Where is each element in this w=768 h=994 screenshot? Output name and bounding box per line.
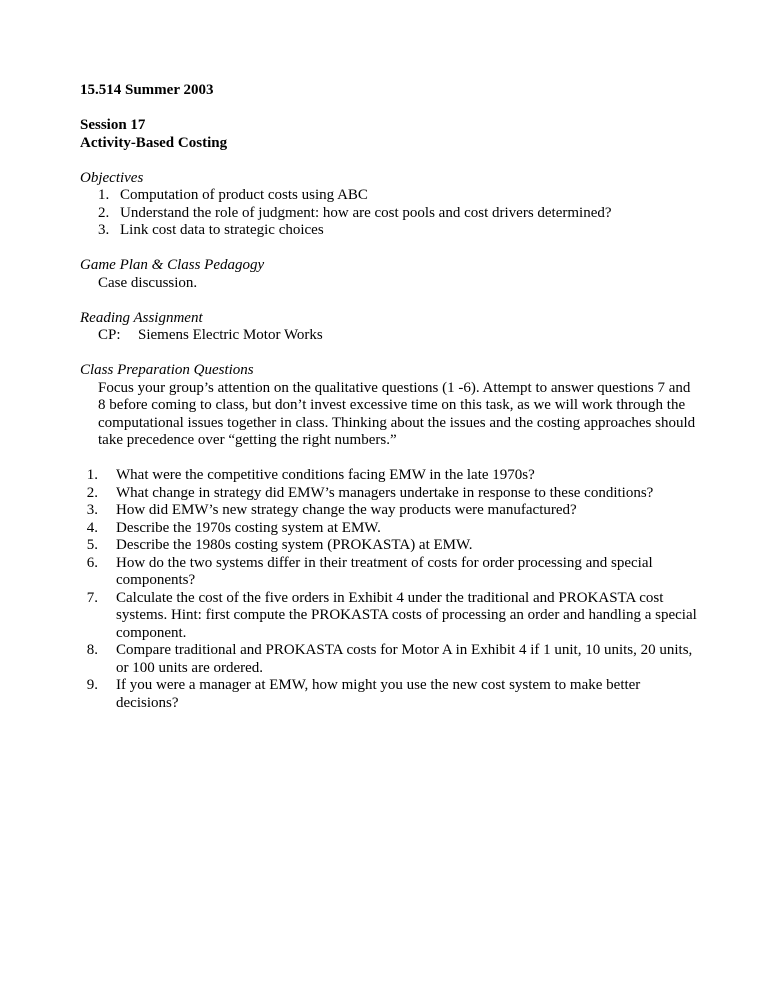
prep-intro: Focus your group’s attention on the qualitative questions (1 -6). Attempt to answer questions 7 and 8 before coming to class, but don’t invest excessive time on this task, as we will work through the computational issues together in class. Thinking about the issues and the costing approaches should take precedence over “getting the right numbers.” (98, 379, 696, 448)
question-number: 3. (86, 502, 98, 518)
question-item (80, 502, 700, 520)
session-number: Session 17 (80, 117, 146, 133)
objectives-heading: Objectives (80, 169, 144, 186)
reading-heading: Reading Assignment (80, 309, 203, 326)
objectives-list (80, 187, 700, 240)
prep-heading: Class Preparation Questions (80, 362, 254, 378)
spacer (80, 345, 700, 363)
game-plan-text: Case discussion. (98, 274, 198, 291)
objective-number: 1. (98, 187, 110, 203)
question-item (80, 590, 700, 643)
question-text: How do the two systems differ in their treatment of costs for order processing and special components? (116, 554, 653, 588)
question-text: If you were a manager at EMW, how might you use the new cost system to make better decisions? (116, 677, 641, 711)
question-number: 7. (86, 589, 98, 606)
objective-text: Understand the role of judgment: how are cost pools and cost drivers determined? (120, 204, 612, 221)
reading-section (80, 310, 700, 345)
question-item (80, 537, 700, 555)
document-page (80, 82, 700, 712)
question-item (80, 485, 700, 503)
course-title: 15.514 Summer 2003 (80, 82, 214, 98)
question-text: Compare traditional and PROKASTA costs for Motor A in Exhibit 4 if 1 unit, 10 units, 20 units, or 100 units are ordered. (116, 642, 693, 676)
question-text: What change in strategy did EMW’s managers undertake in response to these conditions? (116, 484, 654, 501)
questions-list (80, 467, 700, 712)
question-number: 6. (86, 554, 98, 571)
objective-item (98, 222, 700, 240)
question-number: 4. (86, 519, 98, 536)
spacer (80, 152, 700, 170)
question-text: How did EMW’s new strategy change the way products were manufactured? (116, 502, 577, 518)
session-topic: Activity-Based Costing (80, 134, 228, 151)
question-item (80, 555, 700, 590)
spacer (80, 292, 700, 310)
objective-item (98, 205, 700, 223)
question-text: What were the competitive conditions facing EMW in the late 1970s? (116, 467, 535, 483)
question-item (80, 467, 700, 485)
spacer (80, 240, 700, 258)
spacer (80, 100, 700, 118)
game-plan-heading: Game Plan & Class Pedagogy (80, 257, 265, 273)
question-number: 1. (86, 467, 98, 483)
question-item (80, 677, 700, 712)
question-text: Describe the 1970s costing system at EMW. (116, 519, 381, 536)
objectives-section (80, 170, 700, 240)
objective-number: 2. (98, 204, 110, 221)
objective-number: 3. (98, 222, 110, 238)
spacer (80, 450, 700, 468)
question-number: 8. (86, 642, 98, 658)
question-item (80, 520, 700, 538)
reading-item (80, 327, 700, 345)
game-plan-section (80, 257, 700, 292)
reading-code: CP: (98, 327, 121, 343)
objective-text: Computation of product costs using ABC (120, 187, 368, 203)
question-number: 2. (86, 484, 98, 501)
question-item (80, 642, 700, 677)
question-text: Calculate the cost of the five orders in Exhibit 4 under the traditional and PROKASTA cost systems. Hint: first compute the PROKASTA costs of processing an order and handling a special component. (116, 589, 697, 641)
objective-item (98, 187, 700, 205)
prep-section (80, 362, 700, 712)
question-number: 5. (86, 537, 98, 553)
reading-title: Siemens Electric Motor Works (138, 327, 323, 343)
question-number: 9. (86, 677, 98, 693)
question-text: Describe the 1980s costing system (PROKASTA) at EMW. (116, 537, 473, 553)
objective-text: Link cost data to strategic choices (120, 222, 324, 238)
